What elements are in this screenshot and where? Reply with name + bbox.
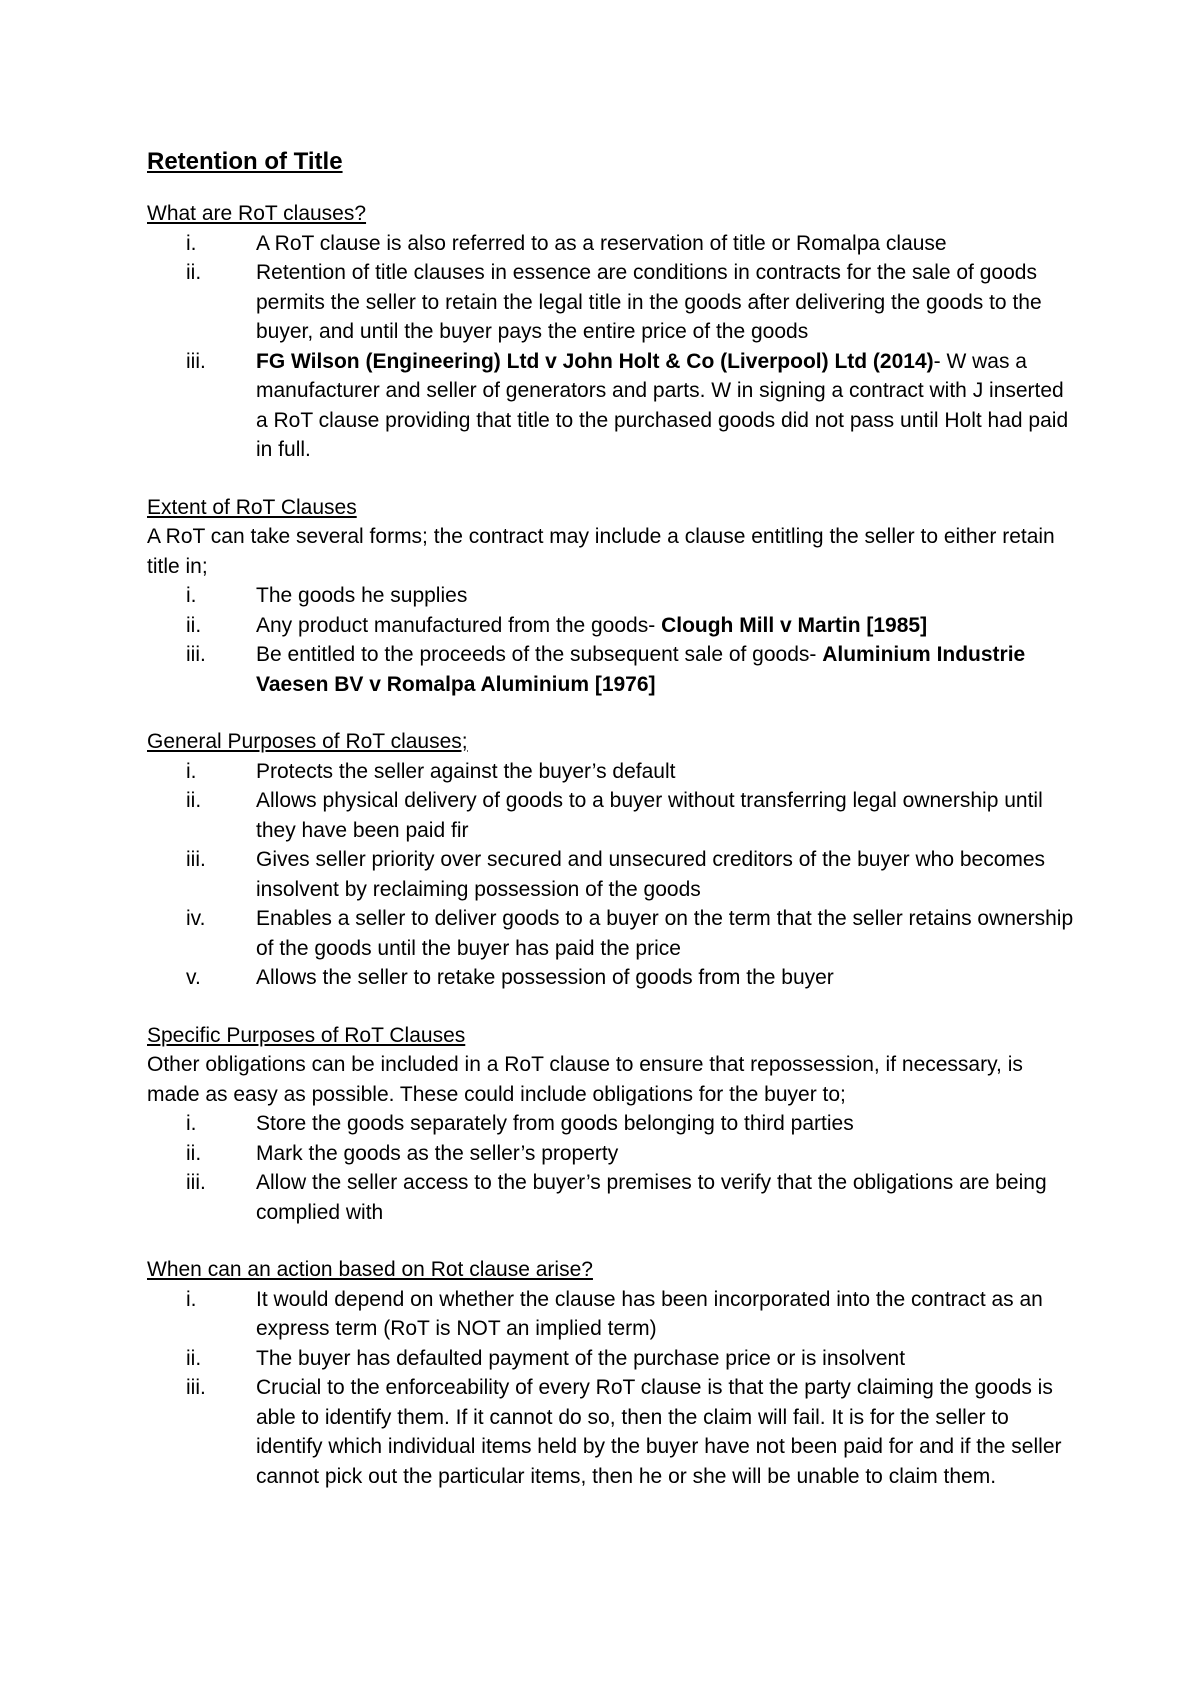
list-item [147,1109,1077,1139]
list-marker: iii. [186,1376,206,1399]
section-heading: When can an action based on Rot clause arise? [147,1258,593,1281]
list-item-text: The buyer has defaulted payment of the purchase price or is insolvent [256,1346,906,1370]
list-marker: iv. [186,907,206,930]
list-item-text: Any product manufactured from the goods- [256,613,662,637]
list-item [147,258,1077,347]
section-heading: Extent of RoT Clauses [147,495,357,519]
list-item-text: Mark the goods as the seller’s property [256,1141,619,1165]
list-marker: iii. [186,848,206,871]
list-item [147,1285,1077,1344]
section-intro: Other obligations can be included in a RoT clause to ensure that repossession, if necessary, is made as easy as possible. These could include obligations for the buyer to; [147,1053,1023,1106]
list-item [147,581,1077,611]
list-marker: v. [186,966,201,989]
section-heading: What are RoT clauses? [147,202,367,225]
numbered-list [147,1285,1077,1492]
list-marker: i. [186,759,197,783]
section-intro: A RoT can take several forms; the contract may include a clause entitling the seller to either retain title in; [147,525,1055,578]
list-item [147,1344,1077,1374]
list-item [147,757,1077,787]
section-heading: Specific Purposes of RoT Clauses [147,1023,466,1047]
case-citation: Clough Mill v Martin [1985] [661,613,928,637]
list-item-text: It would depend on whether the clause has been incorporated into the contract as an express term (RoT is NOT an implied term) [256,1287,1043,1340]
document-title: Retention of Title [147,148,343,175]
list-marker: ii. [186,1346,202,1370]
numbered-list [147,229,1077,465]
list-item-text: Allow the seller access to the buyer’s premises to verify that the obligations are being complied with [256,1171,1047,1224]
section-what-are-rot [147,199,1077,465]
list-item-text: Be entitled to the proceeds of the subsequent sale of goods- [256,643,823,666]
numbered-list [147,1109,1077,1227]
section-extent-of-rot [147,493,1077,700]
list-item-text: Crucial to the enforceability of every RoT clause is that the party claiming the goods is able to identify them. If it cannot do so, then the claim will fail. It is for the seller to identify which individual items held by the buyer have not been paid for and if the seller cannot pick out the particular items, then he or she will be unable to claim them. [256,1376,1062,1488]
case-citation: Aluminium Industrie Vaesen BV v Romalpa Aluminium [1976] [256,643,1026,696]
section-heading: General Purposes of RoT clauses; [147,730,468,753]
list-item [147,1168,1077,1227]
list-marker: iii. [186,349,206,373]
list-item [147,786,1077,845]
section-when-action-arises [147,1255,1077,1491]
list-item [147,1373,1077,1491]
document-page [147,145,1077,1519]
list-item-text: Allows the seller to retake possession of goods from the buyer [256,966,834,989]
list-item [147,229,1077,259]
numbered-list [147,581,1077,699]
list-marker: ii. [186,613,202,637]
list-item-text: Enables a seller to deliver goods to a buyer on the term that the seller retains ownership of the goods until the buyer has paid the price [256,907,1074,960]
list-marker: i. [186,1112,197,1135]
list-marker: ii. [186,1141,202,1165]
list-item-text: Store the goods separately from goods belonging to third parties [256,1112,854,1135]
list-marker: iii. [186,643,206,666]
section-general-purposes [147,727,1077,993]
numbered-list [147,757,1077,993]
list-item [147,640,1077,699]
list-marker: ii. [186,789,202,812]
list-item [147,845,1077,904]
list-item [147,904,1077,963]
list-item-text: Allows physical delivery of goods to a buyer without transferring legal ownership until they have been paid fir [256,789,1043,842]
section-specific-purposes [147,1021,1077,1228]
list-marker: i. [186,231,197,255]
list-item-text: Protects the seller against the buyer’s default [256,759,676,783]
list-item [147,1139,1077,1169]
list-item-text: The goods he supplies [256,584,468,607]
list-item-text: A RoT clause is also referred to as a reservation of title or Romalpa clause [256,231,947,255]
list-marker: iii. [186,1171,206,1194]
list-marker: ii. [186,261,202,284]
list-item [147,963,1077,993]
case-citation: FG Wilson (Engineering) Ltd v John Holt & Co (Liverpool) Ltd (2014) [256,349,934,373]
list-item [147,611,1077,641]
list-item [147,347,1077,465]
list-item-text: - W was a manufacturer and seller of generators and parts. W in signing a contract with J inserted a RoT clause providing that title to the purchased goods did not pass until Holt had paid in full. [256,349,1069,461]
list-marker: i. [186,584,197,607]
list-item-text: Retention of title clauses in essence are conditions in contracts for the sale of goods permits the seller to retain the legal title in the goods after delivering the goods to the buyer, and until the buyer pays the entire price of the goods [256,261,1042,343]
list-marker: i. [186,1287,197,1311]
list-item-text: Gives seller priority over secured and unsecured creditors of the buyer who becomes insolvent by reclaiming possession of the goods [256,848,1046,901]
